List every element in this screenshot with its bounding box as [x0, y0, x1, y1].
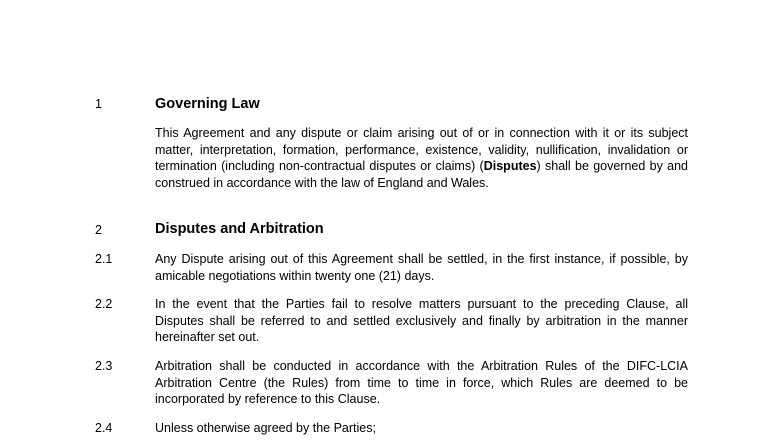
body-text: ) shall be governed by and construed in accordance with the law of England and Wales.: [155, 159, 688, 190]
clause-text: Unless otherwise agreed by the Parties;: [155, 421, 376, 435]
clause-text: In the event that the Parties fail to resolve matters pursuant to the preceding Clause, all Disputes shall be referred to and settled exclusively and finally by arbitration in the manner hereinafter set out.: [155, 297, 688, 345]
body-text: This Agreement and any dispute or claim arising out of or in connection with it or its subject matter, interpretation, formation, performance, existence, validity, nullification, invalidation or termination (including non-contractual disputes or claims) (: [155, 126, 688, 174]
clause-number: 2.2: [95, 297, 113, 311]
clause-number: 2.4: [95, 421, 113, 435]
clause-text: Any Dispute arising out of this Agreement shall be settled, in the first instance, if possible, by amicable negotiations within twenty one (21) days.: [155, 252, 688, 283]
section-body-governing-law: [155, 125, 688, 191]
section-heading-disputes: Disputes and Arbitration: [155, 221, 324, 237]
defined-term: Disputes: [483, 159, 537, 174]
section-number: 2: [95, 223, 102, 237]
clause-number: 2.1: [95, 252, 113, 266]
clause-text: Arbitration shall be conducted in accordance with the Arbitration Rules of the DIFC-LCIA Arbitration Centre (the Rules) from time to time in force, which Rules are deemed to be incorporated by reference to this Clause.: [155, 359, 688, 407]
section-number: 1: [95, 97, 102, 111]
clause-number: 2.3: [95, 359, 113, 373]
section-heading-governing-law: Governing Law: [155, 96, 260, 112]
